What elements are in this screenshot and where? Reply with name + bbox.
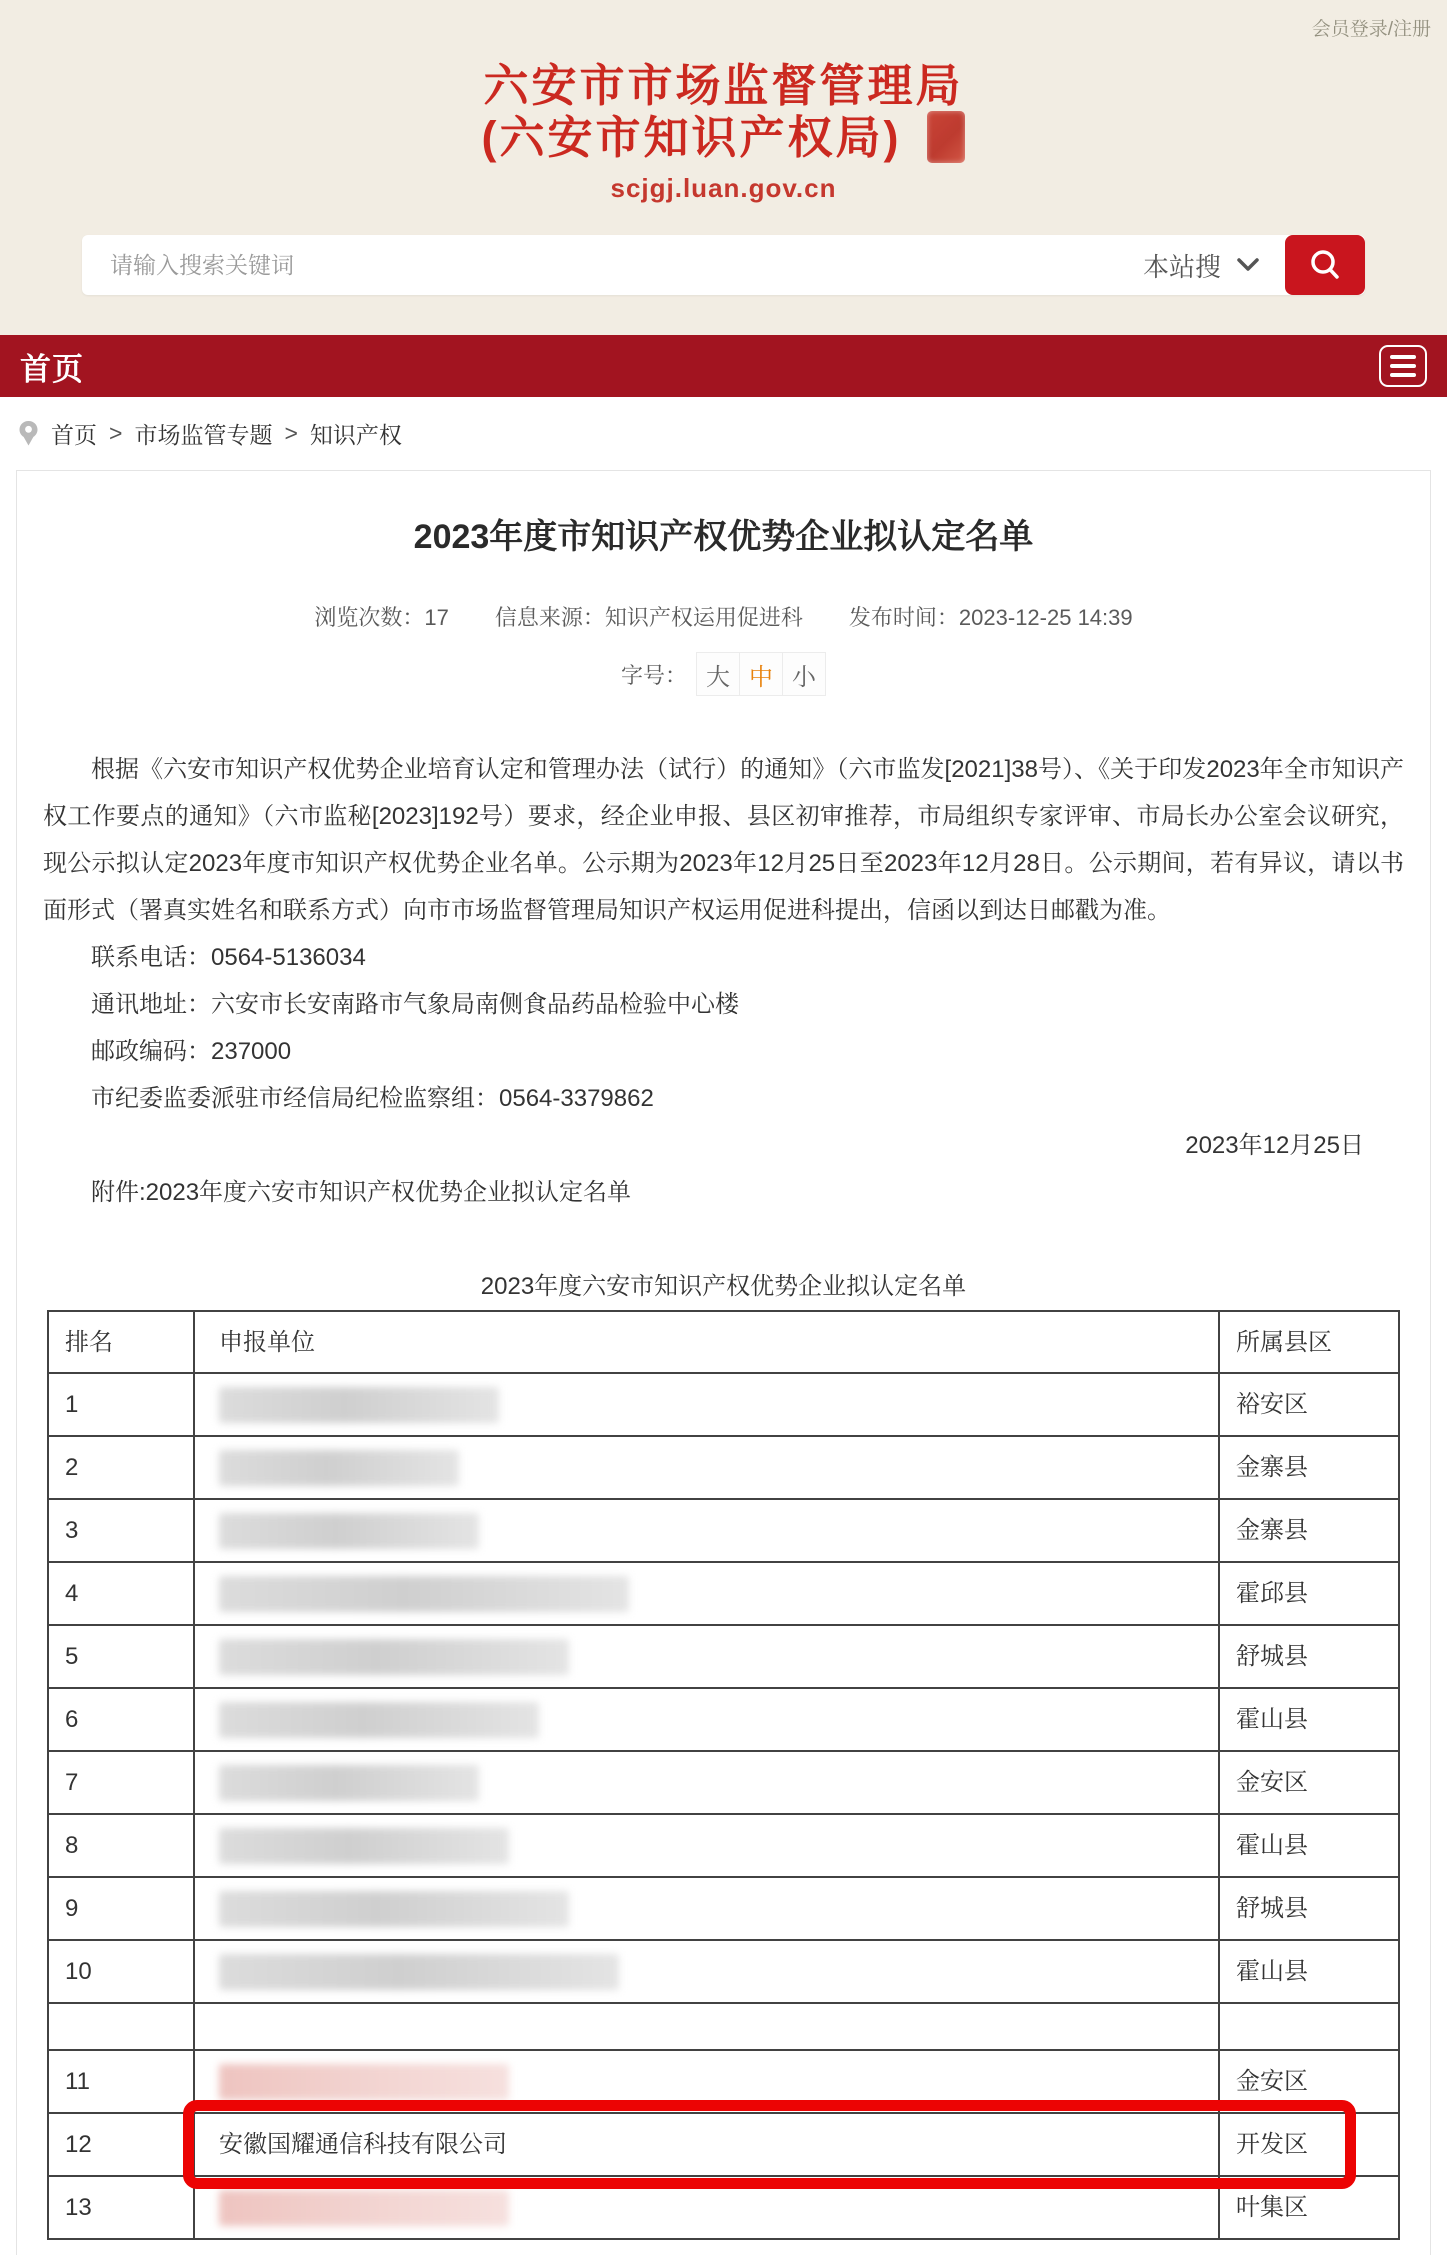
rank-cell: 9 [48, 1877, 194, 1940]
location-pin-icon [18, 420, 39, 447]
district-cell: 舒城县 [1219, 1625, 1399, 1688]
notice-paragraph: 根据《六安市知识产权优势企业培育认定和管理办法（试行）的通知》（六市监发[2021]38号）、《关于印发2023年全市知识产权工作要点的通知》（六市监秘[2023]192号）要求，经企业申报、县区初审推荐，市局组织专家评审、市局长办公室会议研究，现公示拟认定2023年度市知识产权优势企业名单。公示期为2023年12月25日至2023年12月28日。公示期间，若有异议，请以书面形式（署真实姓名和联系方式）向市市场监督管理局知识产权运用促进科提出，信函以到达日邮戳为准。 [43, 756, 1404, 924]
redacted-company-blur [219, 2064, 509, 2100]
rank-cell: 6 [48, 1688, 194, 1751]
redacted-company-blur [219, 1513, 479, 1549]
source-label: 信息来源： [494, 605, 605, 630]
supervision-line: 市纪委监委派驻市经信局纪检监察组：0564-3379862 [91, 1085, 654, 1112]
member-login-link[interactable]: 会员登录/注册 [1311, 19, 1431, 40]
table-row [48, 1625, 1399, 1688]
views-count: 17 [424, 605, 449, 630]
main-nav [0, 335, 1447, 397]
table-row [48, 2113, 1399, 2176]
article-card [16, 470, 1431, 2255]
company-cell [194, 2050, 1219, 2113]
redacted-company-blur [219, 1387, 499, 1423]
table-row [48, 1373, 1399, 1436]
company-cell [194, 1751, 1219, 1814]
publish-time-meta [849, 601, 1133, 632]
column-header-company: 申报单位 [194, 1311, 1219, 1373]
table-title: 2023年度六安市知识产权优势企业拟认定名单 [480, 1273, 967, 1300]
attachment-line: 附件:2023年度六安市知识产权优势企业拟认定名单 [91, 1179, 632, 1206]
rank-cell: 11 [48, 2050, 194, 2113]
redacted-company-blur [219, 1954, 619, 1990]
publish-date-line: 2023年12月25日 [1185, 1132, 1364, 1159]
breadcrumb-current[interactable]: 知识产权 [309, 422, 402, 448]
red-seal-icon [927, 111, 965, 163]
masthead [0, 0, 1447, 201]
font-size-label: 字号： [620, 662, 687, 688]
redacted-company-blur [219, 1450, 459, 1486]
table-row [48, 1499, 1399, 1562]
redacted-company-blur [219, 1702, 539, 1738]
rank-cell: 10 [48, 1940, 194, 2003]
company-cell [194, 2176, 1219, 2239]
district-cell: 金安区 [1219, 2050, 1399, 2113]
nav-home-link[interactable]: 首页 [20, 351, 84, 387]
district-cell: 金寨县 [1219, 1499, 1399, 1562]
company-cell [194, 1373, 1219, 1436]
site-url: scjgj.luan.gov.cn [610, 173, 837, 203]
contact-address-line: 通讯地址：六安市长安南路市气象局南侧食品药品检验中心楼 [91, 991, 739, 1018]
redacted-company-blur [219, 1639, 569, 1675]
table-row [48, 1751, 1399, 1814]
district-cell: 霍山县 [1219, 1940, 1399, 2003]
table-row [48, 1562, 1399, 1625]
redacted-company-blur [219, 1765, 479, 1801]
font-size-medium-button[interactable]: 中 [739, 652, 783, 696]
table-row [48, 1814, 1399, 1877]
rank-cell: 12 [48, 2113, 194, 2176]
rank-cell: 7 [48, 1751, 194, 1814]
highlight-box [183, 2100, 1356, 2189]
redacted-company-blur [219, 1576, 629, 1612]
company-cell [194, 1940, 1219, 2003]
table-row [48, 1940, 1399, 2003]
rank-cell: 4 [48, 1562, 194, 1625]
breadcrumb-home[interactable]: 首页 [51, 422, 97, 448]
font-size-buttons [697, 652, 826, 696]
views-label: 浏览次数： [314, 605, 425, 630]
table-row [48, 2176, 1399, 2239]
views-meta [314, 601, 449, 632]
empty-cell [1219, 2003, 1399, 2050]
article-body [17, 746, 1430, 2240]
empty-cell [48, 2003, 194, 2050]
site-title-line2: (六安市知识产权局) [481, 111, 902, 163]
column-header-district: 所属县区 [1219, 1311, 1399, 1373]
redacted-company-blur [219, 1828, 509, 1864]
company-cell [194, 1499, 1219, 1562]
search-bar [82, 235, 1365, 295]
source-value: 知识产权运用促进科 [604, 605, 803, 630]
contact-phone-line: 联系电话：0564-5136034 [91, 944, 366, 971]
search-scope-dropdown[interactable] [1135, 247, 1285, 284]
breadcrumb-topic[interactable]: 市场监管专题 [134, 422, 273, 448]
font-size-small-button[interactable]: 小 [782, 652, 826, 696]
search-input[interactable] [82, 252, 1135, 279]
rank-cell: 13 [48, 2176, 194, 2239]
district-cell: 金寨县 [1219, 1436, 1399, 1499]
font-size-large-button[interactable]: 大 [696, 652, 740, 696]
redacted-company-blur [219, 2190, 509, 2226]
rank-cell: 5 [48, 1625, 194, 1688]
table-spacer-row [48, 2003, 1399, 2050]
breadcrumb-separator: > [109, 420, 123, 446]
postal-code-line: 邮政编码：237000 [91, 1038, 292, 1065]
district-cell: 霍山县 [1219, 1814, 1399, 1877]
redacted-company-blur [219, 1891, 569, 1927]
time-label: 发布时间： [848, 605, 959, 630]
district-cell: 霍邱县 [1219, 1562, 1399, 1625]
search-icon [1306, 246, 1344, 284]
empty-cell [194, 2003, 1219, 2050]
company-cell: 安徽国耀通信科技有限公司 [194, 2113, 1219, 2176]
table-row [48, 2050, 1399, 2113]
column-header-rank: 排名 [48, 1311, 194, 1373]
rank-cell: 8 [48, 1814, 194, 1877]
rank-cell: 3 [48, 1499, 194, 1562]
company-cell [194, 1562, 1219, 1625]
hamburger-menu-icon[interactable] [1379, 345, 1427, 387]
site-header [0, 0, 1447, 335]
rank-cell: 1 [48, 1373, 194, 1436]
search-scope-label: 本站搜 [1142, 251, 1221, 282]
company-cell [194, 1625, 1219, 1688]
district-cell: 叶集区 [1219, 2176, 1399, 2239]
article-meta [17, 601, 1430, 632]
district-cell: 舒城县 [1219, 1877, 1399, 1940]
time-value: 2023-12-25 14:39 [958, 605, 1133, 630]
page-title: 2023年度市知识产权优势企业拟认定名单 [413, 518, 1034, 556]
rank-cell: 2 [48, 1436, 194, 1499]
company-cell [194, 1877, 1219, 1940]
table-body [48, 1373, 1399, 2239]
table-row [48, 1877, 1399, 1940]
company-cell [194, 1688, 1219, 1751]
font-size-control [17, 652, 1430, 696]
site-title-line2-row [482, 111, 966, 163]
breadcrumb-separator: > [284, 420, 298, 446]
district-cell: 金安区 [1219, 1751, 1399, 1814]
breadcrumb [0, 397, 1447, 470]
table-row [48, 1688, 1399, 1751]
chevron-down-icon [1237, 258, 1259, 272]
district-cell: 霍山县 [1219, 1688, 1399, 1751]
site-title-line1: 六安市市场监督管理局 [483, 60, 964, 111]
table-header-row [48, 1311, 1399, 1373]
table-row [48, 1436, 1399, 1499]
company-cell [194, 1436, 1219, 1499]
district-cell: 裕安区 [1219, 1373, 1399, 1436]
company-cell [194, 1814, 1219, 1877]
source-meta [495, 601, 803, 632]
district-cell: 开发区 [1219, 2113, 1399, 2176]
enterprise-table [47, 1310, 1400, 2240]
search-button[interactable] [1285, 235, 1365, 295]
